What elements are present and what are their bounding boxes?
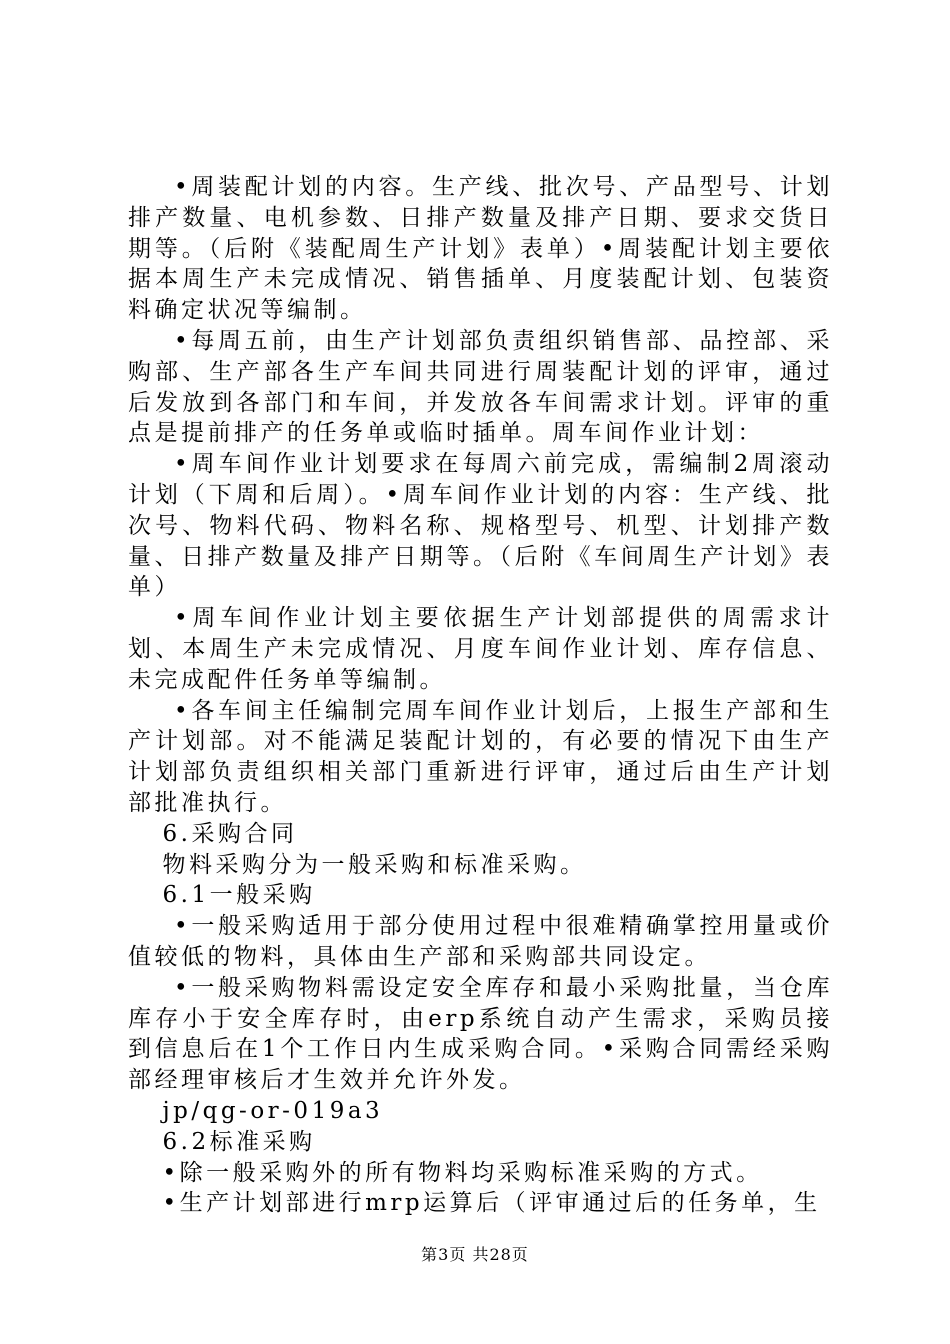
document-body xyxy=(128,172,833,1219)
paragraph-workshop-plan-basis: •周车间作业计划主要依据生产计划部提供的周需求计划、本周生产未完成情况、月度车间作业计划、库存信息、未完成配件任务单等编制。 xyxy=(128,605,833,693)
paragraph-purchase-types: 物料采购分为一般采购和标准采购。 xyxy=(162,851,587,878)
paragraph-weekly-assembly-content: •周装配计划的内容。生产线、批次号、产品型号、计划排产数量、电机参数、日排产数量及排产日期、要求交货日期等。（后附《装配周生产计划》表单）•周装配计划主要依据本周生产未完成情况、销售插单、月度装配计划、包装资料确定状况等编制。 xyxy=(128,174,833,324)
document-code: jp/qg-or-019a3 xyxy=(162,1097,384,1124)
paragraph-mrp-run: •生产计划部进行mrp运算后（评审通过后的任务单，生 xyxy=(162,1190,821,1217)
paragraph-general-purchase-scope: •一般采购适用于部分使用过程中很难精确掌控用量或价值较低的物料，具体由生产部和采购部共同设定。 xyxy=(128,913,833,970)
paragraph-general-purchase-stock: •一般采购物料需设定安全库存和最小采购批量，当仓库库存小于安全库存时，由erp系统自动产生需求，采购员接到信息后在1个工作日内生成采购合同。•采购合同需经采购部经理审核后才生效并允许外发。 xyxy=(128,974,833,1094)
paragraph-standard-purchase-scope: •除一般采购外的所有物料均采购标准采购的方式。 xyxy=(162,1159,763,1186)
section-heading-purchase-contract: 6.采购合同 xyxy=(162,820,298,847)
paragraph-weekly-review: •每周五前，由生产计划部负责组织销售部、品控部、采购部、生产部各生产车间共同进行周装配计划的评审，通过后发放到各部门和车间，并发放各车间需求计划。评审的重点是提前排产的任务单或临时插单。周车间作业计划： xyxy=(128,327,833,447)
paragraph-workshop-report: •各车间主任编制完周车间作业计划后，上报生产部和生产计划部。对不能满足装配计划的，有必要的情况下由生产计划部负责组织相关部门重新进行评审，通过后由生产计划部批准执行。 xyxy=(128,697,833,816)
section-heading-general-purchase: 6.1一般采购 xyxy=(162,882,316,909)
page-footer: 第3页 共28页 xyxy=(421,1245,529,1264)
section-heading-standard-purchase: 6.2标准采购 xyxy=(162,1128,316,1155)
paragraph-workshop-plan-timing: •周车间作业计划要求在每周六前完成，需编制2周滚动计划（下周和后周）。•周车间作业计划的内容：生产线、批次号、物料代码、物料名称、规格型号、机型、计划排产数量、日排产数量及排产日期等。（后附《车间周生产计划》表单） xyxy=(128,451,833,601)
